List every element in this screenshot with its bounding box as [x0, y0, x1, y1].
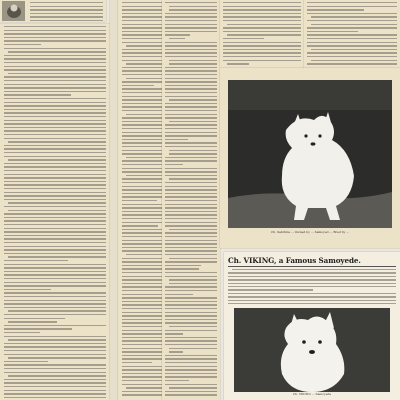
text-line: [4, 282, 106, 283]
text-line: [4, 296, 106, 297]
text-line: [4, 116, 106, 117]
text-line: [165, 175, 217, 176]
clipping-left-column: [0, 24, 110, 400]
text-line: [4, 206, 106, 207]
text-line: [169, 258, 217, 259]
text-line: [4, 188, 106, 189]
text-line: [165, 322, 217, 323]
text-line: [223, 56, 301, 57]
text-line: [307, 42, 397, 43]
text-line: [8, 321, 57, 322]
text-line: [165, 171, 217, 172]
text-line: [8, 339, 106, 340]
text-line: [165, 290, 217, 291]
text-line: [8, 141, 106, 142]
text-line: [307, 56, 397, 57]
text-line: [165, 193, 217, 194]
text-line: [8, 310, 106, 311]
text-line: [165, 362, 217, 363]
text-line: [4, 274, 106, 275]
text-line: [4, 224, 106, 225]
text-line: [4, 195, 106, 196]
text-line: [4, 80, 106, 81]
text-line: [169, 229, 217, 230]
text-line: [4, 138, 106, 139]
text-line: [4, 76, 106, 77]
text-line: [165, 27, 217, 28]
text-line: [165, 254, 217, 255]
text-line: [4, 217, 106, 218]
text-line: [223, 60, 301, 61]
text-line: [30, 13, 103, 14]
text-line: [165, 135, 217, 136]
text-line: [228, 289, 313, 290]
text-line: [4, 166, 106, 167]
text-line: [4, 246, 106, 247]
text-line: [122, 200, 157, 201]
text-line: [165, 186, 217, 187]
text-line: [4, 69, 106, 70]
text-line: [4, 84, 106, 85]
text-line: [223, 2, 301, 3]
headline-rule: [228, 266, 396, 267]
text-line: [169, 153, 217, 154]
text-line: [165, 344, 217, 345]
text-line: [4, 184, 106, 185]
text-line: [223, 20, 301, 21]
text-line: [4, 152, 106, 153]
text-line: [165, 2, 217, 3]
text-line: [4, 48, 106, 49]
text-line: [30, 6, 103, 7]
text-line: [228, 296, 396, 297]
text-line: [311, 24, 397, 25]
text-line: [311, 16, 397, 17]
text-line: [165, 330, 217, 331]
text-line: [223, 49, 301, 50]
text-line: [165, 366, 217, 367]
text-line: [307, 52, 397, 53]
text-line: [165, 124, 217, 125]
text-line: [4, 264, 106, 265]
text-line: [169, 178, 217, 179]
text-line: [165, 214, 217, 215]
text-line: [165, 110, 217, 111]
text-line: [307, 6, 397, 7]
samoyed-photo: [228, 80, 392, 228]
text-line: [165, 81, 217, 82]
text-line: [165, 182, 217, 183]
text-line: [165, 52, 217, 53]
text-line: [4, 30, 106, 31]
text-line: [165, 384, 217, 385]
text-line: [4, 145, 106, 146]
text-line: [165, 218, 217, 219]
text-line: [165, 294, 193, 295]
text-line: [4, 249, 106, 250]
text-line: [4, 397, 106, 398]
text-line: [307, 13, 397, 14]
text-line: [169, 387, 217, 388]
text-line: [223, 27, 301, 28]
text-line: [165, 157, 217, 158]
text-line: [165, 24, 217, 25]
text-line: [8, 210, 106, 211]
text-line: [165, 146, 217, 147]
text-line: [165, 106, 217, 107]
text-line: [165, 240, 217, 241]
text-line: [4, 177, 106, 178]
text-line: [4, 303, 106, 304]
text-line: [165, 67, 217, 68]
text-line: [165, 96, 217, 97]
text-line: [4, 336, 106, 337]
clipping-right-photo: [220, 68, 400, 248]
text-line: [4, 278, 106, 279]
text-line: [228, 286, 396, 287]
text-line: [165, 196, 217, 197]
text-line: [122, 362, 152, 363]
text-line: [4, 62, 106, 63]
text-line: [4, 58, 106, 59]
text-line: [4, 318, 65, 319]
text-line: [165, 70, 217, 71]
text-line: [4, 55, 106, 56]
text-line: [223, 31, 301, 32]
text-line: [169, 38, 185, 39]
text-line: [4, 66, 106, 67]
text-line: [4, 346, 106, 347]
text-line: [165, 376, 217, 377]
text-line: [4, 386, 106, 387]
text-line: [165, 49, 217, 50]
clipping-right-column-text-2: [304, 0, 400, 68]
text-line: [307, 45, 397, 46]
text-line: [4, 102, 106, 103]
text-line: [165, 31, 217, 32]
text-line: [4, 94, 71, 95]
text-line: [4, 109, 106, 110]
text-line: [165, 373, 217, 374]
text-line: [165, 34, 190, 35]
text-line: [4, 120, 106, 121]
text-line: [4, 292, 106, 293]
text-line: [165, 204, 217, 205]
samoyed-portrait-photo: [234, 308, 390, 392]
text-line: [165, 13, 217, 14]
text-line: [8, 159, 106, 160]
text-line: [4, 105, 106, 106]
text-line: [307, 34, 397, 35]
text-line: [4, 231, 106, 232]
text-line: [228, 303, 396, 304]
text-line: [4, 271, 106, 272]
text-line: [165, 164, 183, 165]
text-line: [122, 225, 158, 226]
text-line: [169, 6, 217, 7]
text-line: [307, 20, 397, 21]
text-line: [4, 390, 106, 391]
text-line: [165, 380, 189, 381]
text-line: [4, 253, 106, 254]
text-line: [4, 364, 106, 365]
text-line: [122, 85, 154, 86]
text-line: [307, 63, 397, 64]
text-line: [228, 293, 396, 294]
text-line: [4, 300, 106, 301]
text-line: [307, 2, 397, 3]
text-line: [165, 168, 217, 169]
clipping-text-lines: [165, 2, 217, 398]
text-line: [165, 337, 217, 338]
text-line: [228, 300, 396, 301]
text-line: [169, 63, 217, 64]
text-line: [165, 200, 217, 201]
text-line: [169, 348, 217, 349]
text-line: [223, 16, 301, 17]
text-line: [165, 222, 217, 223]
text-line: [4, 44, 41, 45]
small-portrait-photo: [2, 1, 25, 21]
text-line: [165, 319, 217, 320]
text-line: [169, 351, 183, 352]
text-line: [4, 123, 106, 124]
text-line: [165, 268, 199, 269]
text-line: [169, 9, 217, 10]
text-line: [165, 85, 217, 86]
text-line: [165, 308, 217, 309]
text-line: [165, 355, 217, 356]
text-line: [165, 301, 217, 302]
text-line: [4, 354, 106, 355]
text-line: [232, 269, 396, 270]
text-line: [307, 31, 358, 32]
text-line: [165, 56, 217, 57]
text-line: [165, 333, 183, 334]
text-line: [165, 358, 217, 359]
text-line: [4, 242, 106, 243]
text-line: [223, 9, 301, 10]
text-line: [223, 6, 301, 7]
text-line: [4, 393, 106, 394]
text-line: [165, 276, 217, 277]
clipping-column-middle-left: [110, 0, 118, 400]
text-line: [223, 38, 264, 39]
text-line: [165, 394, 217, 395]
text-line: [4, 91, 106, 92]
text-line: [4, 181, 106, 182]
text-line: [8, 51, 106, 52]
text-line: [8, 256, 106, 257]
text-line: [307, 27, 397, 28]
text-line: [165, 142, 217, 143]
text-line: [169, 60, 217, 61]
text-line: [4, 228, 106, 229]
clipping-text-lines: [223, 2, 301, 66]
text-line: [165, 128, 217, 129]
text-line: [8, 375, 106, 376]
text-line: [165, 88, 217, 89]
text-line: [4, 174, 106, 175]
text-line: [8, 202, 106, 203]
text-line: [165, 232, 217, 233]
text-line: [4, 170, 106, 171]
text-line: [4, 163, 106, 164]
text-line: [4, 235, 106, 236]
text-line: [4, 130, 106, 131]
text-line: [228, 272, 396, 273]
text-line: [30, 9, 103, 10]
text-line: [165, 225, 217, 226]
clipping-text-lines: [30, 2, 103, 22]
text-line: [169, 326, 217, 327]
text-line: [165, 315, 217, 316]
text-line: [4, 40, 106, 41]
text-line: [165, 265, 201, 266]
text-line: [4, 372, 106, 373]
text-line: [227, 34, 301, 35]
text-line: [228, 283, 396, 284]
text-line: [165, 16, 217, 17]
text-line: [4, 33, 106, 34]
text-line: [4, 238, 106, 239]
text-line: [4, 379, 106, 380]
text-line: [4, 332, 40, 333]
text-line: [4, 220, 106, 221]
text-line: [165, 312, 217, 313]
text-line: [165, 243, 217, 244]
text-line: [169, 150, 217, 151]
text-line: [8, 357, 106, 358]
text-line: [165, 211, 217, 212]
text-line: [165, 74, 217, 75]
text-line: [4, 112, 106, 113]
text-line: [4, 328, 72, 329]
text-line: [165, 250, 217, 251]
text-line: [4, 199, 106, 200]
text-line: [4, 134, 106, 135]
text-line: [169, 283, 217, 284]
text-line: [30, 20, 103, 21]
text-line: [4, 343, 106, 344]
text-line: [169, 99, 217, 100]
text-line: [4, 37, 106, 38]
text-line: [4, 192, 106, 193]
text-line: [223, 52, 301, 53]
text-line: [4, 350, 106, 351]
text-line: [4, 98, 106, 99]
text-line: [169, 121, 217, 122]
text-line: [165, 391, 217, 392]
text-line: [165, 92, 217, 93]
text-line: [223, 45, 301, 46]
text-line: [165, 117, 217, 118]
text-line: [165, 160, 217, 161]
photo-caption: Ch. VIKING ... Samoyede: [292, 392, 332, 396]
text-line: [165, 261, 217, 262]
text-line: [4, 156, 106, 157]
clipping-poem-column: [162, 0, 220, 400]
clipping-text-lines: [228, 269, 396, 305]
clipping-right-column-text: [220, 0, 304, 68]
clipping-viking-article: [224, 252, 400, 400]
clipping-text-lines: [307, 2, 397, 66]
text-line: [30, 2, 103, 3]
text-line: [307, 38, 397, 39]
text-line: [4, 260, 68, 261]
text-line: [4, 87, 106, 88]
text-line: [4, 368, 106, 369]
article-headline: Ch. VIKING, a Famous Samoyede.: [228, 256, 361, 265]
text-line: [311, 49, 397, 50]
text-line: [165, 286, 217, 287]
text-line: [311, 60, 397, 61]
text-line: [4, 26, 106, 27]
text-line: [4, 325, 106, 326]
text-line: [165, 42, 217, 43]
text-line: [165, 189, 217, 190]
text-line: [4, 267, 106, 268]
text-line: [165, 139, 188, 140]
text-line: [4, 285, 106, 286]
clipping-text-lines: [4, 26, 106, 398]
text-line: [307, 9, 364, 10]
text-line: [227, 24, 301, 25]
text-line: [165, 369, 217, 370]
text-line: [165, 207, 217, 208]
text-line: [165, 304, 217, 305]
text-line: [228, 276, 396, 277]
text-line: [30, 16, 103, 17]
text-line: [4, 307, 106, 308]
text-line: [4, 213, 106, 214]
text-line: [169, 279, 217, 280]
text-line: [165, 114, 217, 115]
text-line: [4, 127, 106, 128]
text-line: [165, 103, 217, 104]
text-line: [4, 361, 48, 362]
text-line: [165, 297, 217, 298]
text-line: [8, 73, 106, 74]
text-line: [228, 279, 396, 280]
clipping-top-left: [0, 0, 106, 22]
photo-caption: Ch. Sabrinia ... Owned by ... Samoyed ... Bred by ...: [270, 230, 350, 234]
text-line: [227, 63, 249, 64]
text-line: [165, 247, 217, 248]
text-line: [165, 20, 217, 21]
text-line: [4, 289, 51, 290]
text-line: [165, 132, 217, 133]
text-line: [165, 340, 217, 341]
text-line: [165, 78, 217, 79]
text-line: [223, 13, 301, 14]
text-line: [223, 42, 301, 43]
text-line: [165, 236, 217, 237]
text-line: [165, 45, 217, 46]
text-line: [4, 314, 106, 315]
text-line: [4, 148, 106, 149]
text-line: [165, 272, 217, 273]
text-line: [4, 382, 106, 383]
